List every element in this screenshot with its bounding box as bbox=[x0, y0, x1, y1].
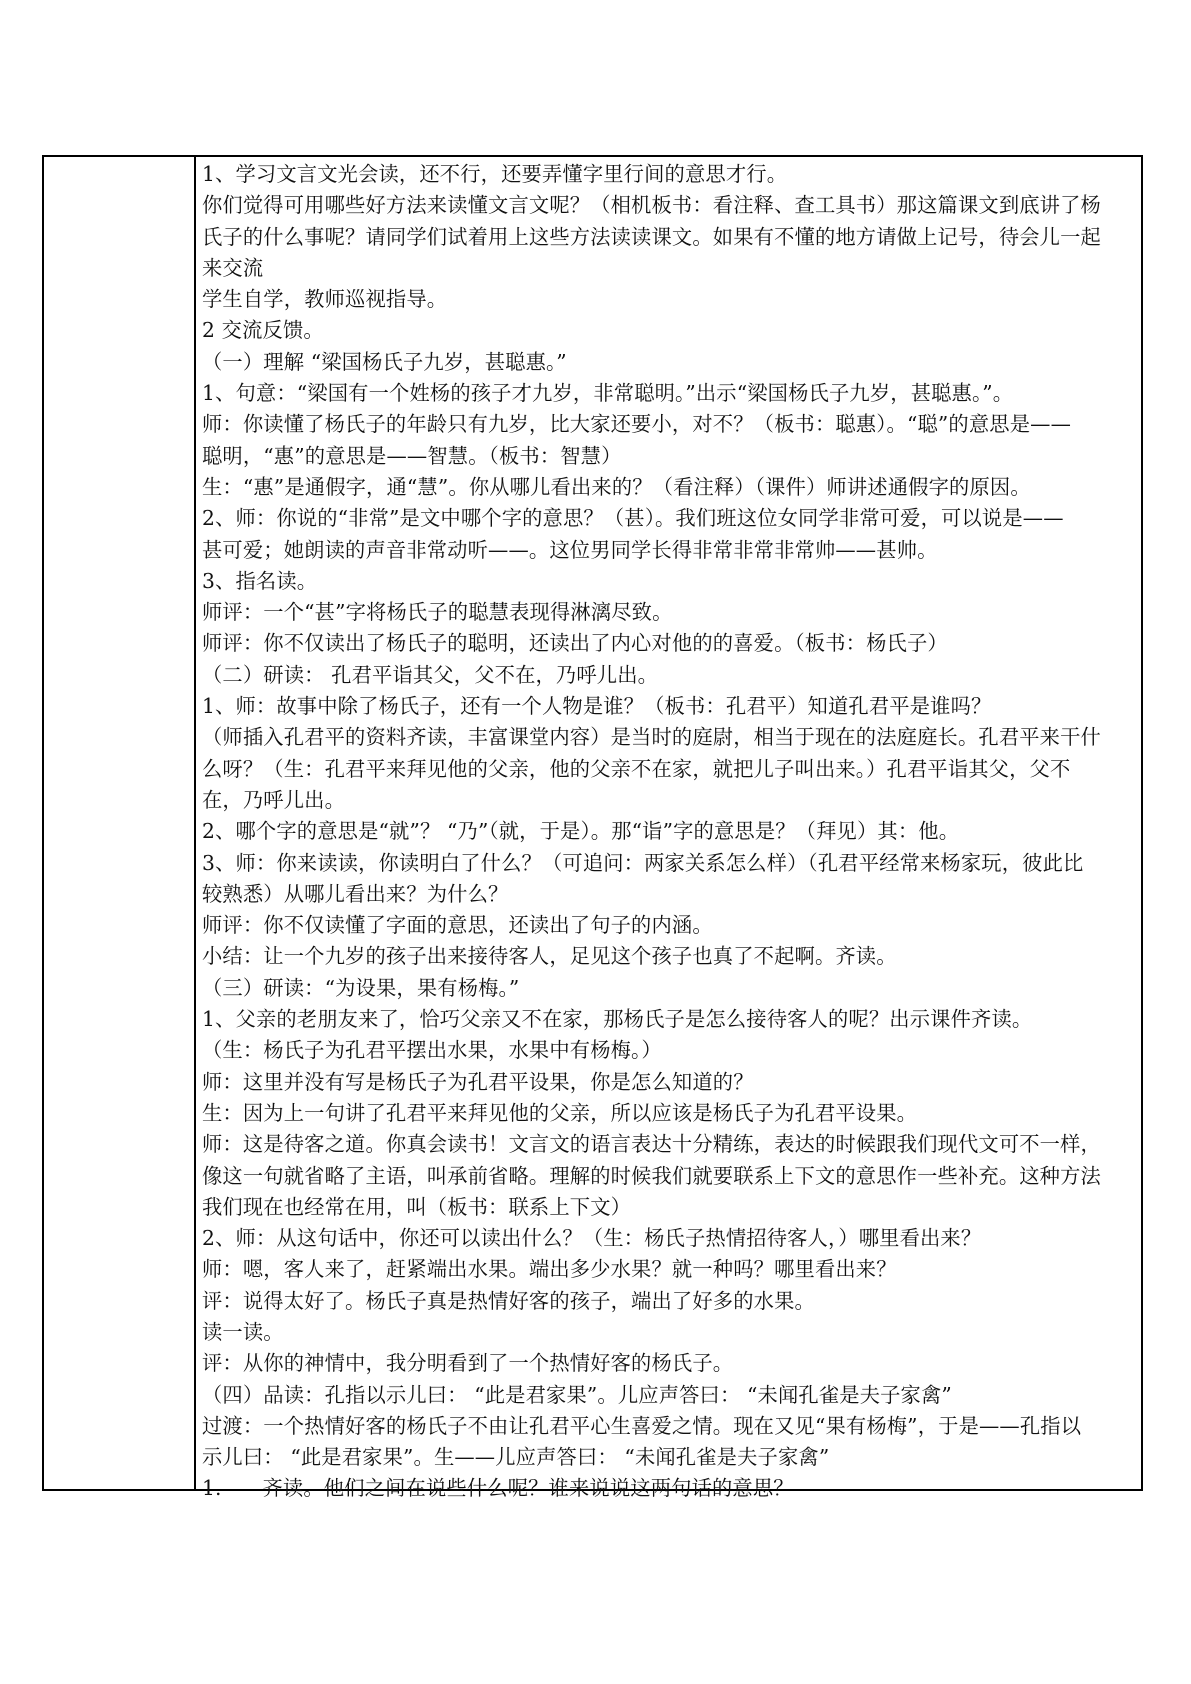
left-column-cell bbox=[44, 157, 195, 1489]
text-line: （二）研读： 孔君平诣其父，父不在，乃呼儿出。 bbox=[202, 662, 659, 687]
text-line: 生：“惠”是通假字，通“慧”。你从哪儿看出来的？（看注释）（课件）师讲述通假字的原因。 bbox=[202, 474, 1031, 499]
text-line: 2、哪个字的意思是“就”？ “乃”（就，于是）。那“诣”字的意思是？（拜见）其：他。 bbox=[202, 819, 960, 844]
text-line: （生：杨氏子为孔君平摆出水果，水果中有杨梅。） bbox=[202, 1038, 662, 1063]
text-line: 示儿曰： “此是君家果”。生——儿应声答曰： “未闻孔雀是夫子家禽” bbox=[202, 1445, 830, 1470]
text-line: 么呀？（生：孔君平来拜见他的父亲，他的父亲不在家，就把儿子叫出来。）孔君平诣其父，父不 bbox=[202, 756, 1071, 781]
text-line: （四）品读：孔指以示儿曰： “此是君家果”。儿应声答曰： “未闻孔雀是夫子家禽” bbox=[202, 1382, 952, 1407]
text-line: 较熟悉）从哪儿看出来？为什么？ bbox=[202, 881, 509, 906]
text-line: （师插入孔君平的资料齐读，丰富课堂内容）是当时的庭尉，相当于现在的法庭庭长。孔君平来干什 bbox=[202, 725, 1101, 750]
text-line: 学生自学，教师巡视指导。 bbox=[202, 287, 448, 312]
text-line: 师评：你不仅读懂了字面的意思，还读出了句子的内涵。 bbox=[202, 913, 713, 938]
text-line: 氏子的什么事呢？请同学们试着用上这些方法读读课文。如果有不懂的地方请做上记号，待会儿一起 bbox=[202, 224, 1101, 249]
text-line: 生：因为上一句讲了孔君平来拜见他的父亲，所以应该是杨氏子为孔君平设果。 bbox=[202, 1100, 918, 1125]
text-line: 甚可爱；她朗读的声音非常动听——。这位男同学长得非常非常非常帅——甚帅。 bbox=[202, 537, 938, 562]
text-line: 来交流 bbox=[202, 255, 264, 280]
text-line: 1、学习文言文光会读，还不行，还要弄懂字里行间的意思才行。 bbox=[202, 162, 788, 186]
text-line: 像这一句就省略了主语，叫承前省略。理解的时候我们就要联系上下文的意思作一些补充。这种方法 bbox=[202, 1163, 1101, 1188]
text-line: 2、师：你说的“非常”是文中哪个字的意思？（甚）。我们班这位女同学非常可爱，可以说是—— bbox=[202, 506, 1064, 531]
text-line: 2、师：从这句话中，你还可以读出什么？（生：杨氏子热情招待客人，）哪里看出来？ bbox=[202, 1226, 982, 1251]
text-line: 我们现在也经常在用，叫（板书：联系上下文） bbox=[202, 1194, 632, 1219]
text-line: 师评：一个“甚”字将杨氏子的聪慧表现得淋漓尽致。 bbox=[202, 600, 673, 625]
text-line: （一）理解 “梁国杨氏子九岁，甚聪惠。” bbox=[202, 349, 567, 374]
text-line: 1、师：故事中除了杨氏子，还有一个人物是谁？（板书：孔君平）知道孔君平是谁吗？ bbox=[202, 694, 992, 719]
text-line: 师：嗯，客人来了，赶紧端出水果。端出多少水果？就一种吗？哪里看出来？ bbox=[202, 1257, 897, 1282]
text-line: 3、师：你来读读，你读明白了什么？（可追问：两家关系怎么样）（孔君平经常来杨家玩，彼此比 bbox=[202, 850, 1084, 875]
text-line: 3、指名读。 bbox=[202, 568, 318, 593]
text-line: 过渡：一个热情好客的杨氏子不由让孔君平心生喜爱之情。现在又见“果有杨梅”，于是——孔指以 bbox=[202, 1413, 1082, 1438]
text-line: 师：这里并没有写是杨氏子为孔君平设果，你是怎么知道的？ bbox=[202, 1069, 754, 1094]
text-line: 2 交流反馈。 bbox=[202, 318, 324, 343]
text-line: 在，乃呼儿出。 bbox=[202, 787, 346, 812]
text-line: 师评：你不仅读出了杨氏子的聪明，还读出了内心对他的的喜爱。（板书：杨氏子） bbox=[202, 631, 948, 656]
lesson-content bbox=[202, 159, 1132, 1505]
text-line: 聪明，“惠”的意思是——智慧。（板书：智慧） bbox=[202, 443, 622, 468]
text-line: 师：这是待客之道。你真会读书！文言文的语言表达十分精练，表达的时候跟我们现代文可不一样， bbox=[202, 1132, 1101, 1157]
text-line: （三）研读：“为设果，果有杨梅。” bbox=[202, 975, 520, 1000]
text-line: 读一读。 bbox=[202, 1319, 284, 1344]
text-line: 你们觉得可用哪些好方法来读懂文言文呢？（相机板书：看注释、查工具书）那这篇课文到底讲了杨 bbox=[202, 193, 1101, 218]
text-line: 评：从你的神情中，我分明看到了一个热情好客的杨氏子。 bbox=[202, 1351, 734, 1376]
text-line: 1、父亲的老朋友来了，恰巧父亲又不在家，那杨氏子是怎么接待客人的呢？出示课件齐读。 bbox=[202, 1007, 1033, 1032]
text-line: 1、句意：“梁国有一个姓杨的孩子才九岁，非常聪明。”出示“梁国杨氏子九岁，甚聪惠。”。 bbox=[202, 381, 1014, 406]
text-line: 1. 齐读。他们之间在说些什么呢？谁来说说这两句话的意思？ bbox=[202, 1476, 794, 1501]
text-line: 评：说得太好了。杨氏子真是热情好客的孩子，端出了好多的水果。 bbox=[202, 1288, 815, 1313]
text-line: 师：你读懂了杨氏子的年龄只有九岁，比大家还要小，对不？（板书：聪惠）。“聪”的意思是—— bbox=[202, 412, 1072, 437]
text-line: 小结：让一个九岁的孩子出来接待客人，足见这个孩子也真了不起啊。齐读。 bbox=[202, 944, 897, 969]
